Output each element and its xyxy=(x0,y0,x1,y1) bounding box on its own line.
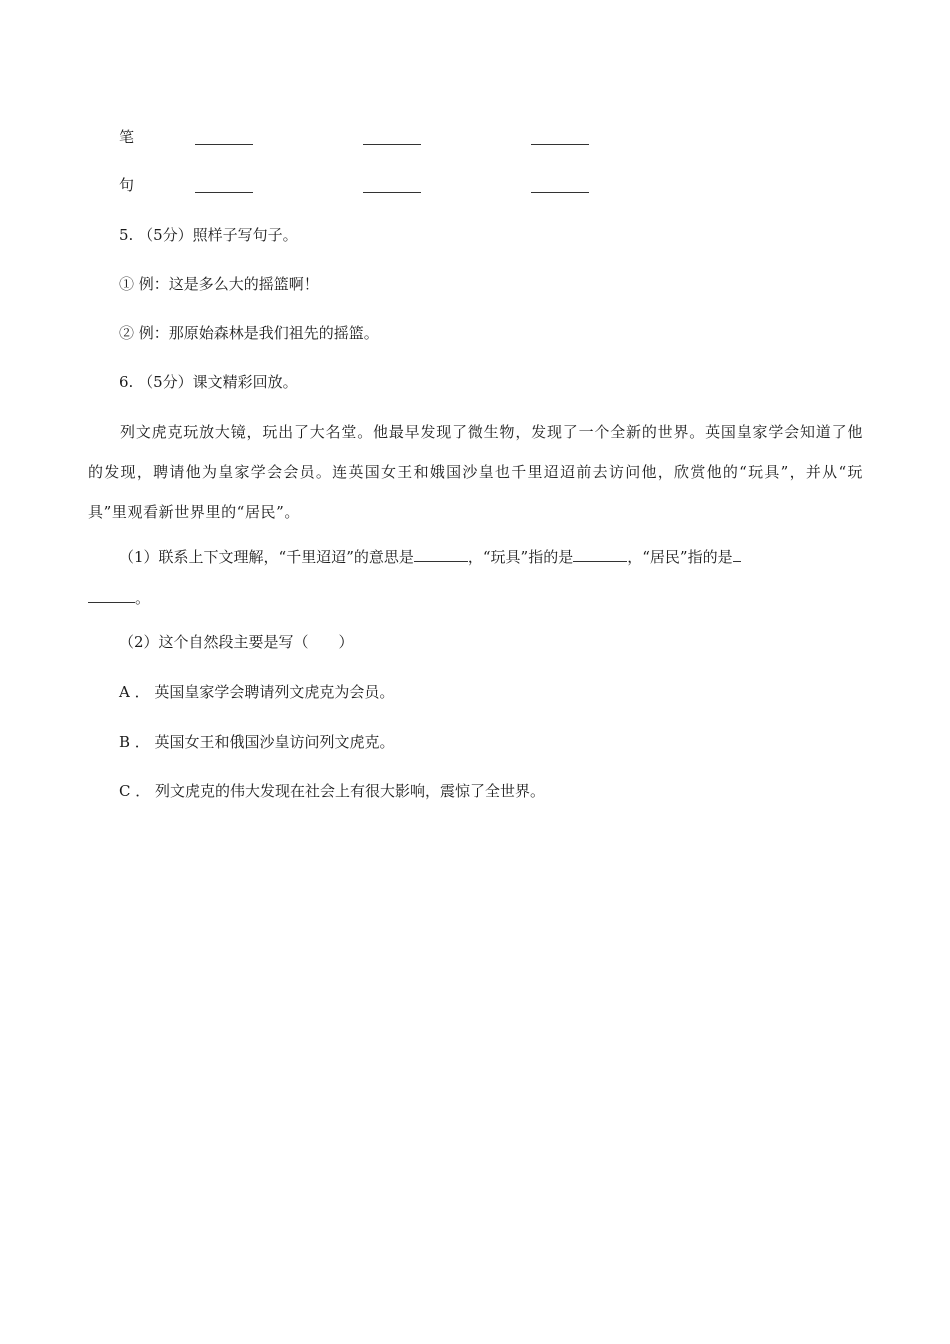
sub-1-text-b: ，“玩具”指的是 xyxy=(467,548,574,566)
option-b[interactable]: B ． 英国女王和俄国沙皇访问列文虎克。 xyxy=(119,733,395,751)
question-5-title: 5. （5分）照样子写句子。 xyxy=(119,226,298,244)
question-6-sub-1 xyxy=(119,547,741,567)
question-6-sub-2: （2）这个自然段主要是写（ ） xyxy=(119,633,354,651)
sub-1-text-c: ，“居民”指的是 xyxy=(627,548,733,566)
question-6-title: 6. （5分）课文精彩回放。 xyxy=(119,373,298,391)
option-a[interactable]: A ． 英国皇家学会聘请列文虎克为会员。 xyxy=(119,683,395,701)
answer-blank[interactable] xyxy=(195,192,253,193)
sub-1-text-a: （1）联系上下文理解，“千里迢迢”的意思是 xyxy=(119,548,414,566)
answer-blank[interactable] xyxy=(414,547,468,562)
option-c[interactable]: C ． 列文虎克的伟大发现在社会上有很大影响，震惊了全世界。 xyxy=(119,782,546,800)
sub-1-end: 。 xyxy=(135,589,151,607)
question-5-example-2: ② 例：那原始森林是我们祖先的摇篮。 xyxy=(119,324,379,342)
grid-row-label-1: 笔 xyxy=(119,128,135,146)
answer-blank[interactable] xyxy=(531,144,589,145)
grid-row-label-2: 句 xyxy=(119,176,135,194)
answer-blank[interactable] xyxy=(363,192,421,193)
answer-blank[interactable] xyxy=(733,547,741,562)
answer-blank[interactable] xyxy=(531,192,589,193)
answer-blank[interactable] xyxy=(88,588,135,603)
answer-blank[interactable] xyxy=(195,144,253,145)
question-5-example-1: ① 例：这是多么大的摇篮啊！ xyxy=(119,275,319,293)
answer-blank[interactable] xyxy=(363,144,421,145)
answer-blank[interactable] xyxy=(573,547,627,562)
question-6-passage: 列文虎克玩放大镜，玩出了大名堂。他最早发现了微生物，发现了一个全新的世界。英国皇家学会知道了他的发现，聘请他为皇家学会会员。连英国女王和娥国沙皇也千里迢迢前去访问他，欣赏他的“玩具”，并从“玩具”里观看新世界里的“居民”。 xyxy=(88,423,863,521)
question-6-sub-1-cont xyxy=(88,588,150,608)
